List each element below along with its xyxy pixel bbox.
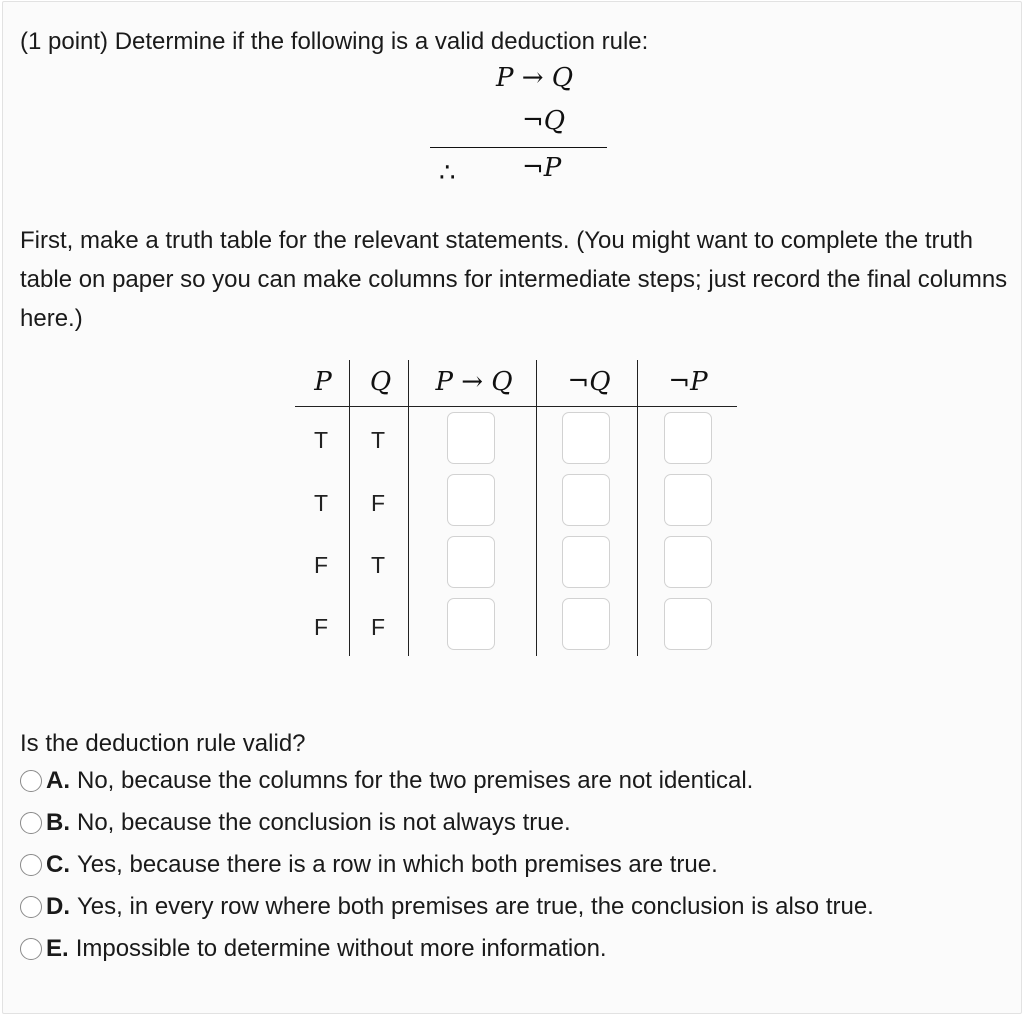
header-p-implies-q: P → Q [435,367,513,397]
therefore-symbol: ∴ [439,158,456,188]
option-letter: C. [46,851,70,878]
radio-button[interactable] [20,812,42,834]
cell-q: F [370,490,386,516]
option-a[interactable] [20,763,753,799]
answer-box-not-p[interactable] [664,474,712,526]
problem-panel [2,1,1022,1014]
radio-button[interactable] [20,938,42,960]
radio-button[interactable] [20,770,42,792]
option-d[interactable] [20,889,874,925]
cell-p: T [313,490,329,516]
cell-p: F [313,614,329,640]
answer-box-p-implies-q[interactable] [447,536,495,588]
option-text: Yes, because there is a row in which both premises are true. [77,851,718,878]
cell-q: T [370,427,386,453]
instructions-text: First, make a truth table for the relevant statements. (You might want to complete the truth table on paper so you can make columns for intermediate steps; just record the final columns here.) [20,227,1008,332]
problem-intro: (1 point) Determine if the following is a valid deduction rule: [20,28,649,55]
option-letter: E. [46,935,69,962]
answer-box-not-q[interactable] [562,412,610,464]
option-text: Yes, in every row where both premises are true, the conclusion is also true. [77,893,874,920]
cell-q: T [370,552,386,578]
option-b[interactable] [20,805,571,841]
premise-2: ¬Q [522,106,566,136]
option-c[interactable] [20,847,718,883]
question-prompt: Is the deduction rule valid? [20,730,306,757]
header-q: Q [369,367,392,397]
radio-button[interactable] [20,854,42,876]
header-not-q: ¬Q [567,367,611,397]
option-e[interactable] [20,931,607,967]
answer-box-p-implies-q[interactable] [447,598,495,650]
table-divider [637,360,638,656]
option-text: No, because the columns for the two premises are not identical. [77,767,754,794]
answer-box-not-q[interactable] [562,536,610,588]
cell-p: F [313,552,329,578]
inference-line [430,147,607,148]
option-letter: D. [46,893,70,920]
table-header-rule [295,406,737,407]
table-divider [536,360,537,656]
answer-box-not-q[interactable] [562,474,610,526]
option-letter: B. [46,809,70,836]
answer-box-not-q[interactable] [562,598,610,650]
answer-box-p-implies-q[interactable] [447,474,495,526]
premise-1: P → Q [496,63,574,93]
conclusion: ¬P [522,153,562,183]
header-not-p: ¬P [668,367,708,397]
cell-q: F [370,614,386,640]
answer-box-p-implies-q[interactable] [447,412,495,464]
answer-box-not-p[interactable] [664,536,712,588]
answer-box-not-p[interactable] [664,412,712,464]
radio-button[interactable] [20,896,42,918]
table-divider [408,360,409,656]
option-text: No, because the conclusion is not always true. [77,809,571,836]
header-p: P [314,367,332,397]
option-text: Impossible to determine without more information. [75,935,607,962]
answer-box-not-p[interactable] [664,598,712,650]
cell-p: T [313,427,329,453]
option-letter: A. [46,767,70,794]
table-divider [349,360,350,656]
